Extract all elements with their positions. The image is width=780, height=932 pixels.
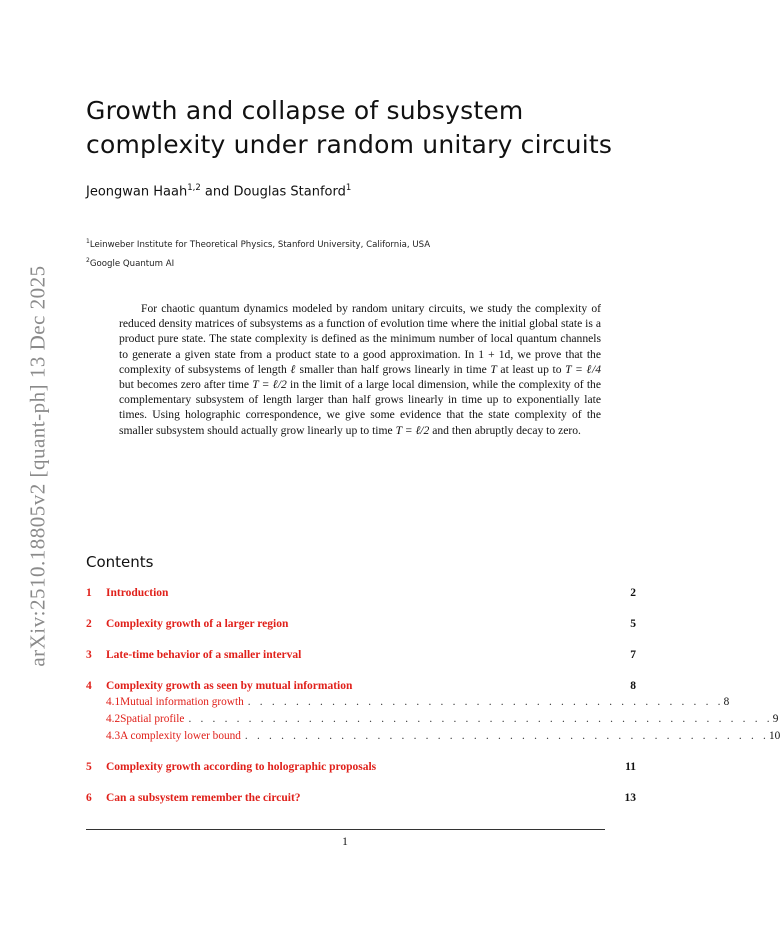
toc-entry-mutual-information[interactable] [86,679,636,693]
affiliation [86,234,430,253]
affiliations [86,234,430,272]
footer-rule [86,829,605,830]
affiliation-text: Google Quantum AI [89,258,175,269]
abstract-text: For chaotic quantum dynamics modeled by random unitary circuits, we study the complexity of reduced density matrices of subsystems as a function of evolution time where the initial global state is a product pure state. The state complexity is defined as the minimum number of local quantum channels to generate a given state from a product state to a good approximation. In 1 + 1d, we prove that the complexity of subsystems of length [119,302,601,376]
toc-entry-larger-region[interactable] [86,617,636,631]
toc-page: 8 [630,680,636,692]
author-joiner: and [200,184,234,200]
toc-page: 8 [723,696,730,708]
affiliation-marker: 1 [86,238,90,245]
abstract [119,301,601,438]
toc-entry-spatial-profile[interactable] [86,712,779,726]
toc-link[interactable]: Mutual information growth [120,696,244,708]
toc-entry-complexity-lower-bound[interactable] [86,729,780,743]
toc-page: 5 [630,618,636,630]
author-name[interactable]: Douglas Stanford [233,184,346,200]
toc-link[interactable]: Complexity growth of a larger region [106,618,289,630]
toc-link[interactable]: Late-time behavior of a smaller interval [106,649,302,661]
toc-page: 13 [624,792,636,804]
toc-entry-introduction[interactable] [86,586,636,600]
toc-page: 10 [769,730,780,742]
toc-page: 9 [772,713,779,725]
table-of-contents [86,586,780,805]
toc-number: 5 [86,761,92,773]
arxiv-stamp: arXiv:2510.18805v2 [quant-ph] 13 Dec 2025 [25,265,50,667]
abstract-text: smaller than half grows linearly in time [295,362,491,376]
toc-link[interactable]: Can a subsystem remember the circuit? [106,792,301,804]
toc-number: 2 [86,618,92,630]
math-equation: T = ℓ/4 [565,362,601,376]
toc-page: 11 [625,761,636,773]
author-name[interactable]: Jeongwan Haah [86,184,188,200]
math-ell: ℓ [290,362,296,376]
toc-entry-mutual-information-growth[interactable] [86,695,730,709]
toc-number: 3 [86,649,92,661]
page-number: 1 [342,836,348,848]
affiliation-text: Leinweber Institute for Theoretical Physics, Stanford University, California, USA [89,239,431,250]
toc-link[interactable]: A complexity lower bound [120,730,241,742]
toc-number: 6 [86,792,92,804]
toc-number: 4.3 [106,730,121,742]
toc-link[interactable]: Spatial profile [120,713,185,725]
abstract-text: at least up to [496,362,566,376]
toc-entry-late-time[interactable] [86,648,636,662]
paper-title: Growth and collapse of subsystem complexity under random unitary circuits [86,96,613,159]
toc-leader-dots: . . . . . . . . . . . . . . . . . . . . . . . . . . . . . . . . . . . . . . . . . . . . [244,730,770,742]
toc-link[interactable]: Introduction [106,587,169,599]
abstract-text: and then abruptly decay to zero. [429,423,581,437]
toc-leader-dots: . . . . . . . . . . . . . . . . . . . . . . . . . . . . . . . . . . . . . . . . . . . . . . . . . [188,713,773,725]
affiliation-marker: 2 [86,256,90,264]
math-equation: T = ℓ/2 [252,378,287,392]
author-list [86,183,351,199]
math-T: T [490,362,497,376]
toc-link[interactable]: Complexity growth as seen by mutual information [106,680,353,692]
math-equation: T = ℓ/2 [395,423,430,437]
toc-entry-holographic-proposals[interactable] [86,760,636,774]
contents-heading: Contents [86,553,154,571]
toc-number: 4.1 [106,696,121,708]
abstract-text: but becomes zero after time [119,378,253,392]
abstract-text: in the limit of a large local dimension, while the complexity of the complementary subsystem of length larger than half grows linearly in time up to exponentially late times. Using holographic correspondence, we give some evidence that the state complexity of the smaller subsystem should actually grow linearly up to time [119,378,601,437]
toc-page: 2 [630,587,636,599]
affiliation [86,253,430,272]
toc-number: 4 [86,680,92,692]
affiliation-marker: 1 [345,183,352,193]
toc-leader-dots: . . . . . . . . . . . . . . . . . . . . . . . . . . . . . . . . . . . . . . . . [247,696,724,708]
toc-entry-subsystem-memory[interactable] [86,791,636,805]
affiliation-marker: 1,2 [187,183,201,193]
toc-link[interactable]: Complexity growth according to holographic proposals [106,761,377,773]
toc-number: 4.2 [106,713,121,725]
toc-page: 7 [630,649,636,661]
toc-number: 1 [86,587,92,599]
